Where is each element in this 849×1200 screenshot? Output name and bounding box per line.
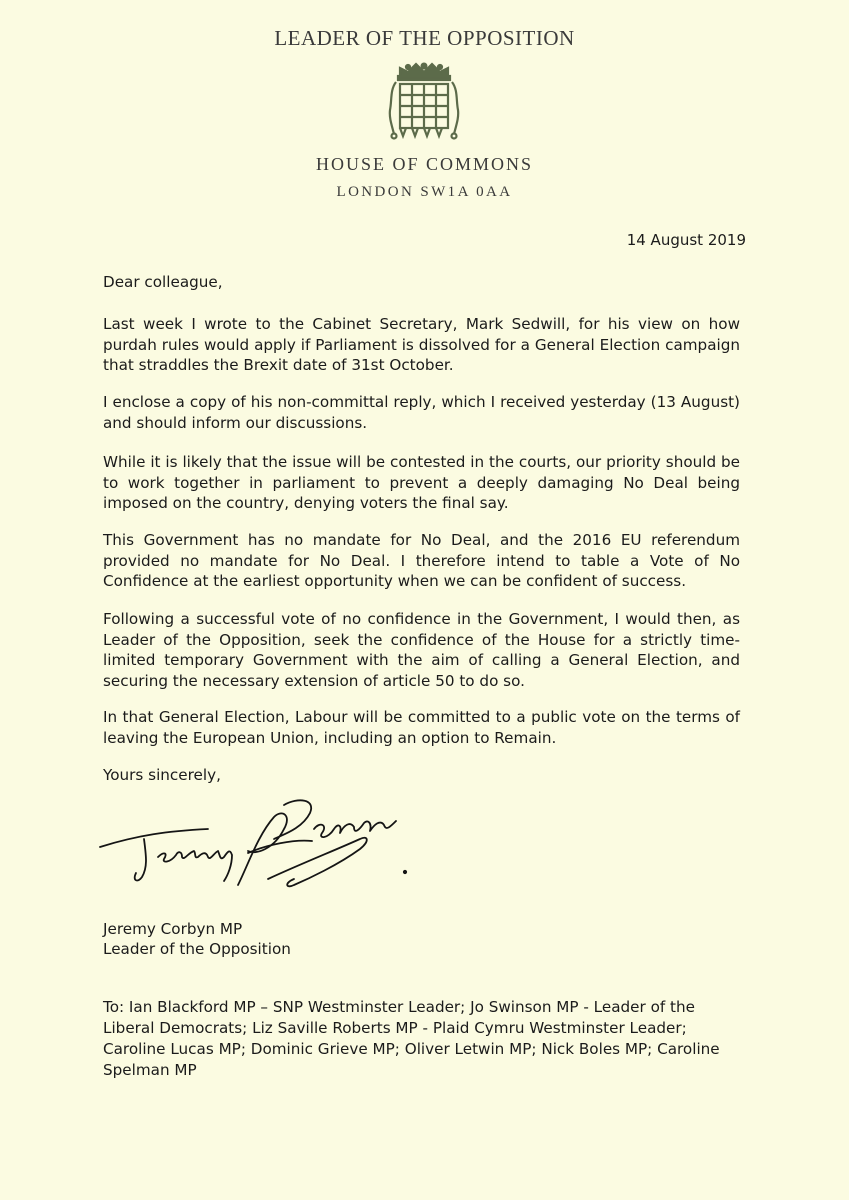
signatory-name: Jeremy Corbyn MP [103,920,243,938]
paragraph-public-vote: In that General Election, Labour will be committed to a public vote on the terms of leaving the European Union, including an option to Remain. [103,708,740,747]
house-of-commons-heading: HOUSE OF COMMONS [315,154,534,174]
letter-date: 14 August 2019 [626,231,746,249]
recipients-list: To: Ian Blackford MP – SNP Westminster Leader; Jo Swinson MP - Leader of the Liberal Democrats; Liz Saville Roberts MP - Plaid Cymru Westminster Leader; Caroline Lucas MP; Dominic Grieve MP; Oliver Letwin MP; Nick Boles MP; Caroline Spelman MP [103,998,720,1079]
paragraph-temporary-government: Following a successful vote of no confidence in the Government, I would then, as Leader of the Opposition, seek the confidence of the House for a strictly time-limited temporary Government with the aim of calling a General Election, and securing the necessary extension of article 50 to do so. [103,610,740,690]
letterhead-title: LEADER OF THE OPPOSITION [274,26,575,50]
portcullis-icon [386,60,462,140]
paragraph-mandate: This Government has no mandate for No Deal, and the 2016 EU referendum provided no mandate for No Deal. I therefore intend to table a Vote of No Confidence at the earliest opportunity when we can be confident of success. [103,531,740,590]
handwritten-signature [98,795,428,895]
paragraph-courts: While it is likely that the issue will be contested in the courts, our priority should be to work together in parliament to prevent a deeply damaging No Deal being imposed on the country, denying voters the final say. [103,453,740,512]
paragraph-reply: I enclose a copy of his non-committal reply, which I received yesterday (13 August) and should inform our discussions. [103,393,740,432]
postal-address: LONDON SW1A 0AA [336,184,513,200]
closing: Yours sincerely, [103,766,221,784]
salutation: Dear colleague, [103,273,223,291]
signatory-role: Leader of the Opposition [103,940,291,958]
paragraph-purdah: Last week I wrote to the Cabinet Secretary, Mark Sedwill, for his view on how purdah rules would apply if Parliament is dissolved for a General Election campaign that straddles the Brexit date of 31st October. [103,315,740,374]
